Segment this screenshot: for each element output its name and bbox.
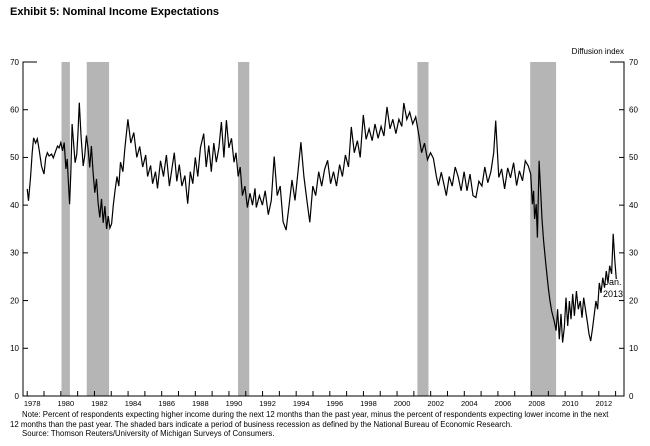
y-tick-label-right: 20	[629, 296, 638, 306]
x-tick-label: 1990	[225, 399, 243, 408]
x-tick-label: 1986	[158, 399, 176, 408]
y-tick-label-right: 60	[629, 105, 638, 115]
footnote-line-2: 12 months than the past year. The shaded bars indicate a period of business recession as defined by the National Bureau of Economic Research.	[10, 419, 513, 429]
x-tick-label: 1992	[259, 399, 276, 408]
x-tick-label: 1988	[191, 399, 209, 408]
y-tick-label-left: 70	[10, 57, 19, 67]
y-tick-label-left: 40	[10, 200, 19, 210]
footnote-line-1: Note: Percent of respondents expecting higher income during the next 12 months than the past year, minus the percent of respondents expecting lower income in the next	[22, 410, 609, 419]
x-tick-label: 1978	[23, 399, 41, 408]
x-tick-label: 2010	[561, 399, 579, 408]
y-tick-label-left: 10	[10, 344, 19, 354]
y-tick-label-left: 20	[10, 296, 19, 306]
y-tick-label-right: 40	[629, 200, 638, 210]
last-point-annotation	[594, 276, 632, 300]
x-tick-label: 2008	[528, 399, 545, 408]
x-tick-label: 2006	[494, 399, 512, 408]
footnote-line-3: Source: Thomson Reuters/University of Michigan Surveys of Consumers.	[22, 429, 275, 439]
recession-band	[238, 62, 249, 396]
footnote	[10, 410, 646, 439]
y-axis-unit-label: Diffusion index	[571, 47, 624, 56]
recession-band	[61, 62, 69, 396]
y-tick-label-left: 30	[10, 248, 19, 258]
y-tick-label-right: 10	[629, 344, 638, 354]
x-tick-label: 1982	[91, 399, 108, 408]
x-tick-label: 1980	[57, 399, 75, 408]
recession-band	[87, 62, 109, 396]
x-tick-label: 1998	[360, 399, 377, 408]
recession-band	[417, 62, 428, 396]
x-tick-label: 2004	[460, 399, 478, 408]
y-tick-label-right: 0	[629, 391, 634, 401]
x-tick-label: 1984	[124, 399, 142, 408]
y-tick-label-right: 50	[629, 153, 638, 163]
annotation-line-2: 2013	[602, 289, 624, 299]
chart-title: Exhibit 5: Nominal Income Expectations	[10, 6, 220, 18]
x-tick-label: 1996	[326, 399, 344, 408]
x-tick-label: 2012	[595, 399, 613, 408]
x-tick-label: 2000	[393, 399, 411, 408]
x-tick-label: 1994	[292, 399, 310, 408]
y-tick-label-right: 70	[629, 57, 638, 67]
y-tick-label-left: 60	[10, 105, 19, 115]
y-tick-label-right: 30	[629, 248, 638, 258]
x-tick-label: 2002	[427, 399, 445, 408]
annotation-line-1: Jan.	[604, 277, 622, 287]
data-line	[27, 103, 616, 343]
y-tick-label-left: 50	[10, 153, 19, 163]
y-tick-label-left: 0	[14, 391, 19, 401]
